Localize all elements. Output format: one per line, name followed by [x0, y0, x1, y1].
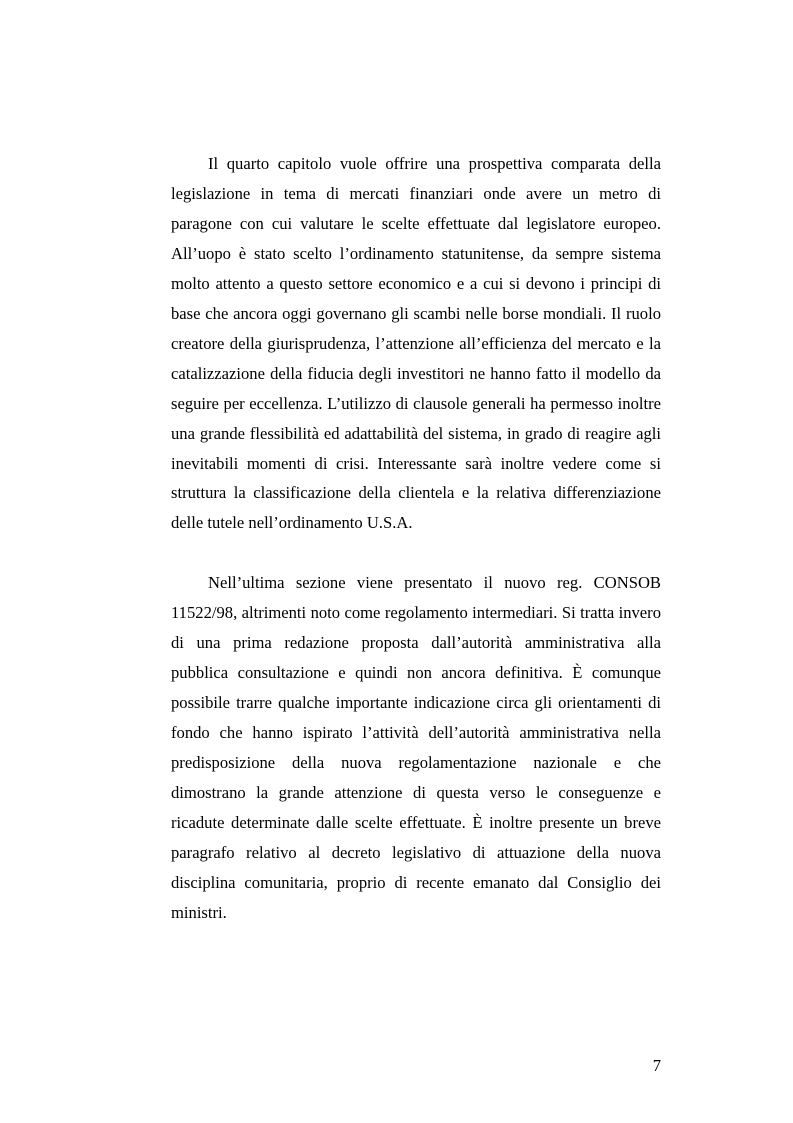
- page-number: 7: [652, 1056, 661, 1075]
- paragraph-comparative-chapter: Il quarto capitolo vuole offrire una prospettiva comparata della legislazione in tema di mercati finanziari onde avere un metro di paragone con cui valutare le scelte effettuate dal legislatore europeo. All’uopo è stato scelto l’ordinamento statunitense, da sempre sistema molto attento a questo settore economico e a cui si devono i principi di base che ancora oggi governano gli scambi nelle borse mondiali. Il ruolo creatore della giurisprudenza, l’attenzione all’efficienza del mercato e la catalizzazione della fiducia degli investitori ne hanno fatto il modello da seguire per eccellenza. L’utilizzo di clausole generali ha permesso inoltre una grande flessibilità ed adattabilità del sistema, in grado di reagire agli inevitabili momenti di crisi. Interessante sarà inoltre vedere come si struttura la classificazione della clientela e la relativa differenziazione delle tutele nell’ordinamento U.S.A.: [171, 154, 661, 533]
- paragraph-final-section: Nell’ultima sezione viene presentato il nuovo reg. CONSOB 11522/98, altrimenti noto come regolamento intermediari. Si tratta invero di una prima redazione proposta dall’autorità amministrativa alla pubblica consultazione e quindi non ancora definitiva. È comunque possibile trarre qualche importante indicazione circa gli orientamenti di fondo che hanno ispirato l’attività dell’autorità amministrativa nella predisposizione della nuova regolamentazione nazionale e che dimostrano la grande attenzione di questa verso le conseguenze e ricadute determinate dalle scelte effettuate. È inoltre presente un breve paragrafo relativo al decreto legislativo di attuazione della nuova disciplina comunitaria, proprio di recente emanato dal Consiglio dei ministri.: [171, 573, 661, 922]
- body-text: [171, 149, 661, 928]
